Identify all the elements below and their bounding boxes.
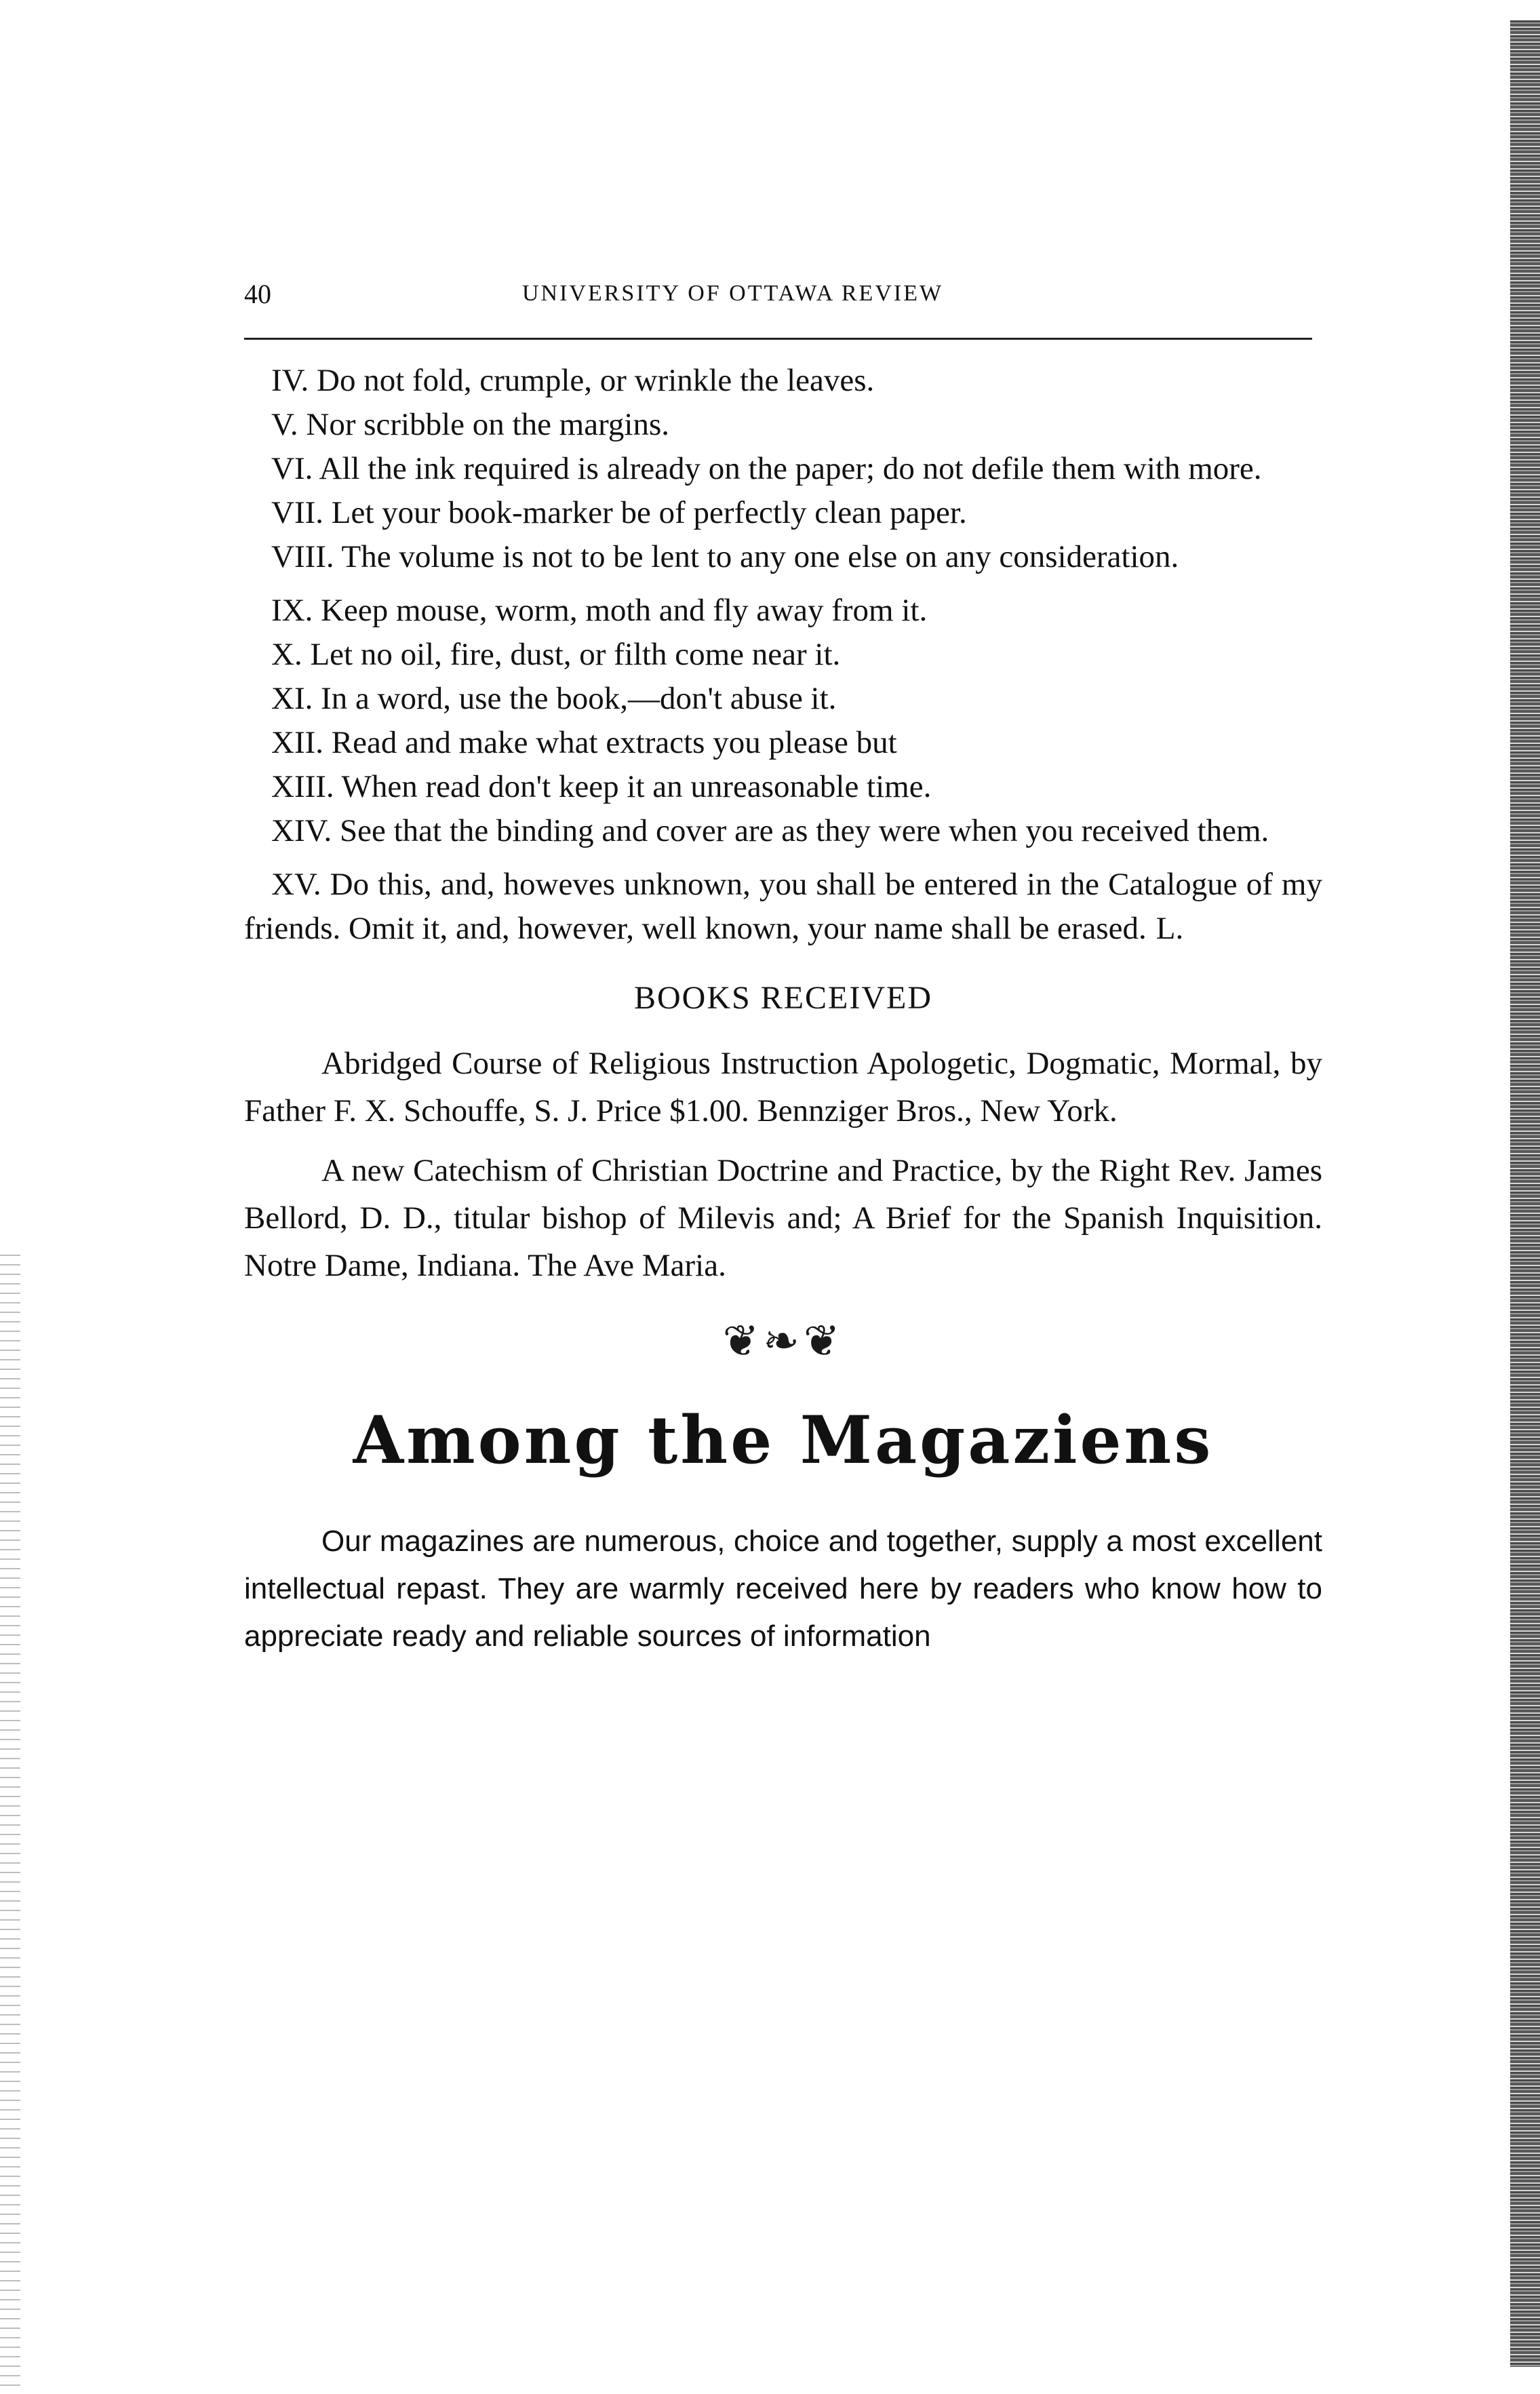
books-received-heading: BOOKS RECEIVED — [633, 980, 932, 1016]
rule-6: VI. All the ink required is already on the paper; do not defile them with more. — [271, 451, 1262, 486]
rule-10: X. Let no oil, fire, dust, or filth come near it. — [271, 637, 841, 672]
rule-15 — [244, 863, 1322, 951]
journal-title: UNIVERSITY OF OTTAWA REVIEW — [522, 281, 944, 306]
rules-list — [244, 359, 1322, 951]
scan-binding-edge — [1510, 20, 1540, 2367]
rule-14: XIV. See that the binding and cover are as they were when you received them. — [271, 813, 1269, 848]
document-page — [244, 278, 1322, 1660]
header-rule — [244, 338, 1312, 340]
rule-7: VII. Let your book-marker be of perfectly clean paper. — [271, 495, 967, 530]
magazines-heading: Among the Magaziens — [353, 1402, 1214, 1478]
book-entry: A new Catechism of Christian Doctrine and Practice, by the Right Rev. James Bellord, D. D., titular bishop of Milevis and; A Brief for the Spanish Inquisition. Notre Dame, Indiana. The Ave Maria. — [244, 1153, 1322, 1283]
rule-13: XIII. When read don't keep it an unreasonable time. — [271, 769, 932, 804]
magazines-intro: Our magazines are numerous, choice and together, supply a most excellent intellectual repast. They are warmly received here by readers who know how to appreciate ready and reliable sources of information — [244, 1525, 1322, 1653]
decorative-ornament-icon: ❦❧❦ — [722, 1317, 844, 1365]
scan-margin-specks — [0, 1255, 20, 2394]
signature: L. — [1156, 911, 1184, 946]
rule-12: XII. Read and make what extracts you please but — [271, 725, 897, 760]
rule-11: XI. In a word, use the book,—don't abuse it. — [271, 681, 837, 716]
rule-9: IX. Keep mouse, worm, moth and fly away from it. — [271, 593, 928, 628]
book-entry: Abridged Course of Religious Instruction Apologetic, Dogmatic, Mormal, by Father F. X. Schouffe, S. J. Price $1.00. Bennziger Bros., New York. — [244, 1046, 1322, 1129]
page-number: 40 — [244, 279, 271, 309]
rule-5: V. Nor scribble on the margins. — [271, 407, 669, 442]
running-head — [244, 278, 1322, 319]
rule-4: IV. Do not fold, crumple, or wrinkle the leaves. — [271, 363, 875, 398]
rule-15-text: XV. Do this, and, howeves unknown, you shall be entered in the Catalogue of my friends. Omit it, and, however, well known, your name shall be erased. — [244, 867, 1322, 946]
rule-8: VIII. The volume is not to be lent to any one else on any consideration. — [271, 539, 1179, 574]
